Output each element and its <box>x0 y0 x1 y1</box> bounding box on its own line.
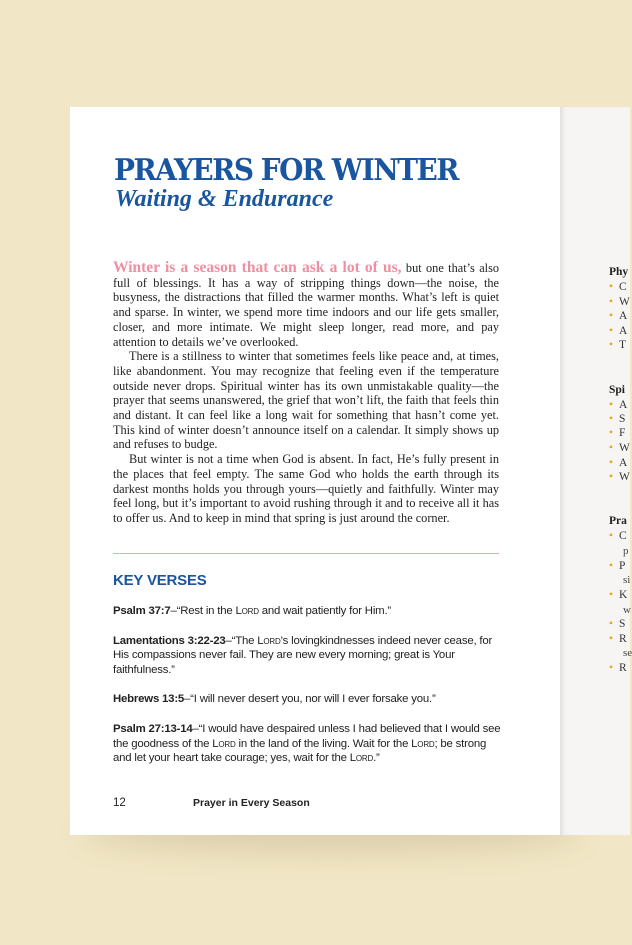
right-list-item <box>609 399 627 411</box>
verse-text: .” <box>373 752 380 765</box>
paragraph-1 <box>113 261 499 349</box>
right-section-heading: Pra <box>609 515 627 527</box>
lord-small-caps: Lord <box>235 605 259 617</box>
lord-small-caps: Lord <box>257 634 281 647</box>
right-list-item <box>609 589 627 601</box>
right-list-item <box>609 560 625 572</box>
verse-text: ’s lovingkindnesses indeed never cease, for His compassions never fail. They are new every morning; great is Your faithfulness.” <box>113 634 493 676</box>
verse-reference: Hebrews 13:5 <box>113 693 185 706</box>
verse-text: –“Rest in the <box>170 605 236 617</box>
right-list-continuation: se <box>623 647 632 659</box>
page-subtitle: Waiting & Endurance <box>115 186 334 212</box>
verse-reference: Psalm 27:13-14 <box>113 722 193 735</box>
right-list-item-text: S <box>619 413 626 425</box>
bullet-icon: • <box>609 413 614 425</box>
lord-small-caps: Lord <box>411 737 435 750</box>
right-list-item <box>609 281 627 293</box>
verse-text: –“I will never desert you, nor will I ever forsake you.” <box>184 693 436 706</box>
verse-text: –“I would have despaired unless I had believed that I would see the goodness of the <box>113 722 501 750</box>
right-list-item-text: A <box>619 399 628 411</box>
page-title: PRAYERS FOR WINTER <box>114 153 458 188</box>
right-list-item <box>609 296 630 308</box>
right-section-heading: Phy <box>609 266 629 278</box>
right-section-heading: Spi <box>609 384 625 396</box>
right-list-continuation: w <box>623 604 631 616</box>
right-list-continuation: p <box>623 545 629 557</box>
right-list-item-text: W <box>619 296 630 308</box>
right-list-item-text: C <box>619 281 627 293</box>
right-page <box>560 107 630 835</box>
right-list-item-text: A <box>619 325 628 337</box>
right-list-item-text: R <box>619 662 627 674</box>
lead-phrase: Winter is a season that can ask a lot of us, <box>113 259 402 276</box>
bullet-icon: • <box>609 457 614 469</box>
bullet-icon: • <box>609 442 614 454</box>
right-list-item-text: S <box>619 618 626 630</box>
paragraph-1-text: but one that’s also full of blessings. It has a way of stripping things down—the noise, the busyness, the distractions that filled the warmer months. What’s left is quiet and sparse. In winter, we spend more time indoors and our life gets smaller, closer, and more intimate. We might sleep longer, read more, and pay attention to details we’ve overlooked. <box>113 261 499 349</box>
right-list-item-text: A <box>619 457 628 469</box>
page-number: 12 <box>113 797 126 809</box>
right-list-item <box>609 457 627 469</box>
body-text <box>113 261 499 526</box>
right-list-item <box>609 471 630 483</box>
bullet-icon: • <box>609 471 614 483</box>
bullet-icon: • <box>609 339 614 351</box>
bullet-icon: • <box>609 427 614 439</box>
bullet-icon: • <box>609 618 614 630</box>
left-page <box>70 107 560 835</box>
right-list-item <box>609 442 630 454</box>
right-list-item-text: C <box>619 530 627 542</box>
lord-small-caps: Lord <box>349 752 374 765</box>
bullet-icon: • <box>609 662 614 674</box>
bullet-icon: • <box>609 399 614 411</box>
bullet-icon: • <box>609 560 614 572</box>
verse-item <box>113 604 501 619</box>
right-list-item-text: W <box>619 471 630 483</box>
lord-small-caps: Lord <box>212 737 236 750</box>
bullet-icon: • <box>609 325 614 337</box>
verse-text: in the land of the living. Wait for the <box>235 737 412 750</box>
right-list-item <box>609 413 625 425</box>
bullet-icon: • <box>609 281 614 293</box>
right-list-item <box>609 618 625 630</box>
key-verses-list <box>113 604 501 781</box>
verse-text: and wait patiently for Him.” <box>258 605 392 617</box>
bullet-icon: • <box>609 310 614 322</box>
right-list-continuation: si <box>623 574 631 586</box>
right-list-item-text: A <box>619 310 628 322</box>
verse-item <box>113 634 501 678</box>
right-list-item <box>609 427 625 439</box>
divider <box>113 553 499 554</box>
right-list-item <box>609 339 626 351</box>
right-list-item-text: W <box>619 442 630 454</box>
paragraph-3: But winter is not a time when God is absent. In fact, He’s fully present in the places that feel empty. The same God who holds the earth through its darkest months holds you through yours—quietly and faithfully. Winter may feel long, but it’s important to avoid rushing through it and to receive all it has to offer us. And to keep in mind that spring is just around the corner. <box>113 452 499 525</box>
bullet-icon: • <box>609 296 614 308</box>
verse-item <box>113 692 501 707</box>
verse-text: ; be strong and let your heart take courage; yes, wait for the <box>113 737 487 765</box>
right-list-item <box>609 662 627 674</box>
right-list-item <box>609 530 627 542</box>
verse-item <box>113 722 501 766</box>
right-list-item <box>609 633 627 645</box>
right-list-item-text: F <box>619 427 626 439</box>
right-list-item <box>609 325 627 337</box>
paragraph-2: There is a stillness to winter that sometimes feels like peace and, at times, like abandonment. You may recognize that feeling even if the temperature outside never drops. Spiritual winter has its own unmistakable quality—the prayer that seems unanswered, the grief that won’t lift, the faith that feels thin and distant. It can feel like a long wait for something that hasn’t come yet. This kind of winter doesn’t announce itself on a calendar. It simply shows up and refuses to budge. <box>113 349 499 452</box>
bullet-icon: • <box>609 633 614 645</box>
verse-reference: Psalm 37:7 <box>113 605 171 617</box>
right-list-item <box>609 310 627 322</box>
right-list-item-text: P <box>619 560 626 572</box>
bullet-icon: • <box>609 589 614 601</box>
verse-reference: Lamentations 3:22-23 <box>113 634 226 647</box>
key-verses-heading: KEY VERSES <box>113 572 207 589</box>
right-list-item-text: T <box>619 339 627 351</box>
verse-text: –“The <box>225 634 258 647</box>
right-list-item-text: K <box>619 589 628 601</box>
right-list-item-text: R <box>619 633 627 645</box>
running-footer-title: Prayer in Every Season <box>193 797 310 809</box>
bullet-icon: • <box>609 530 614 542</box>
